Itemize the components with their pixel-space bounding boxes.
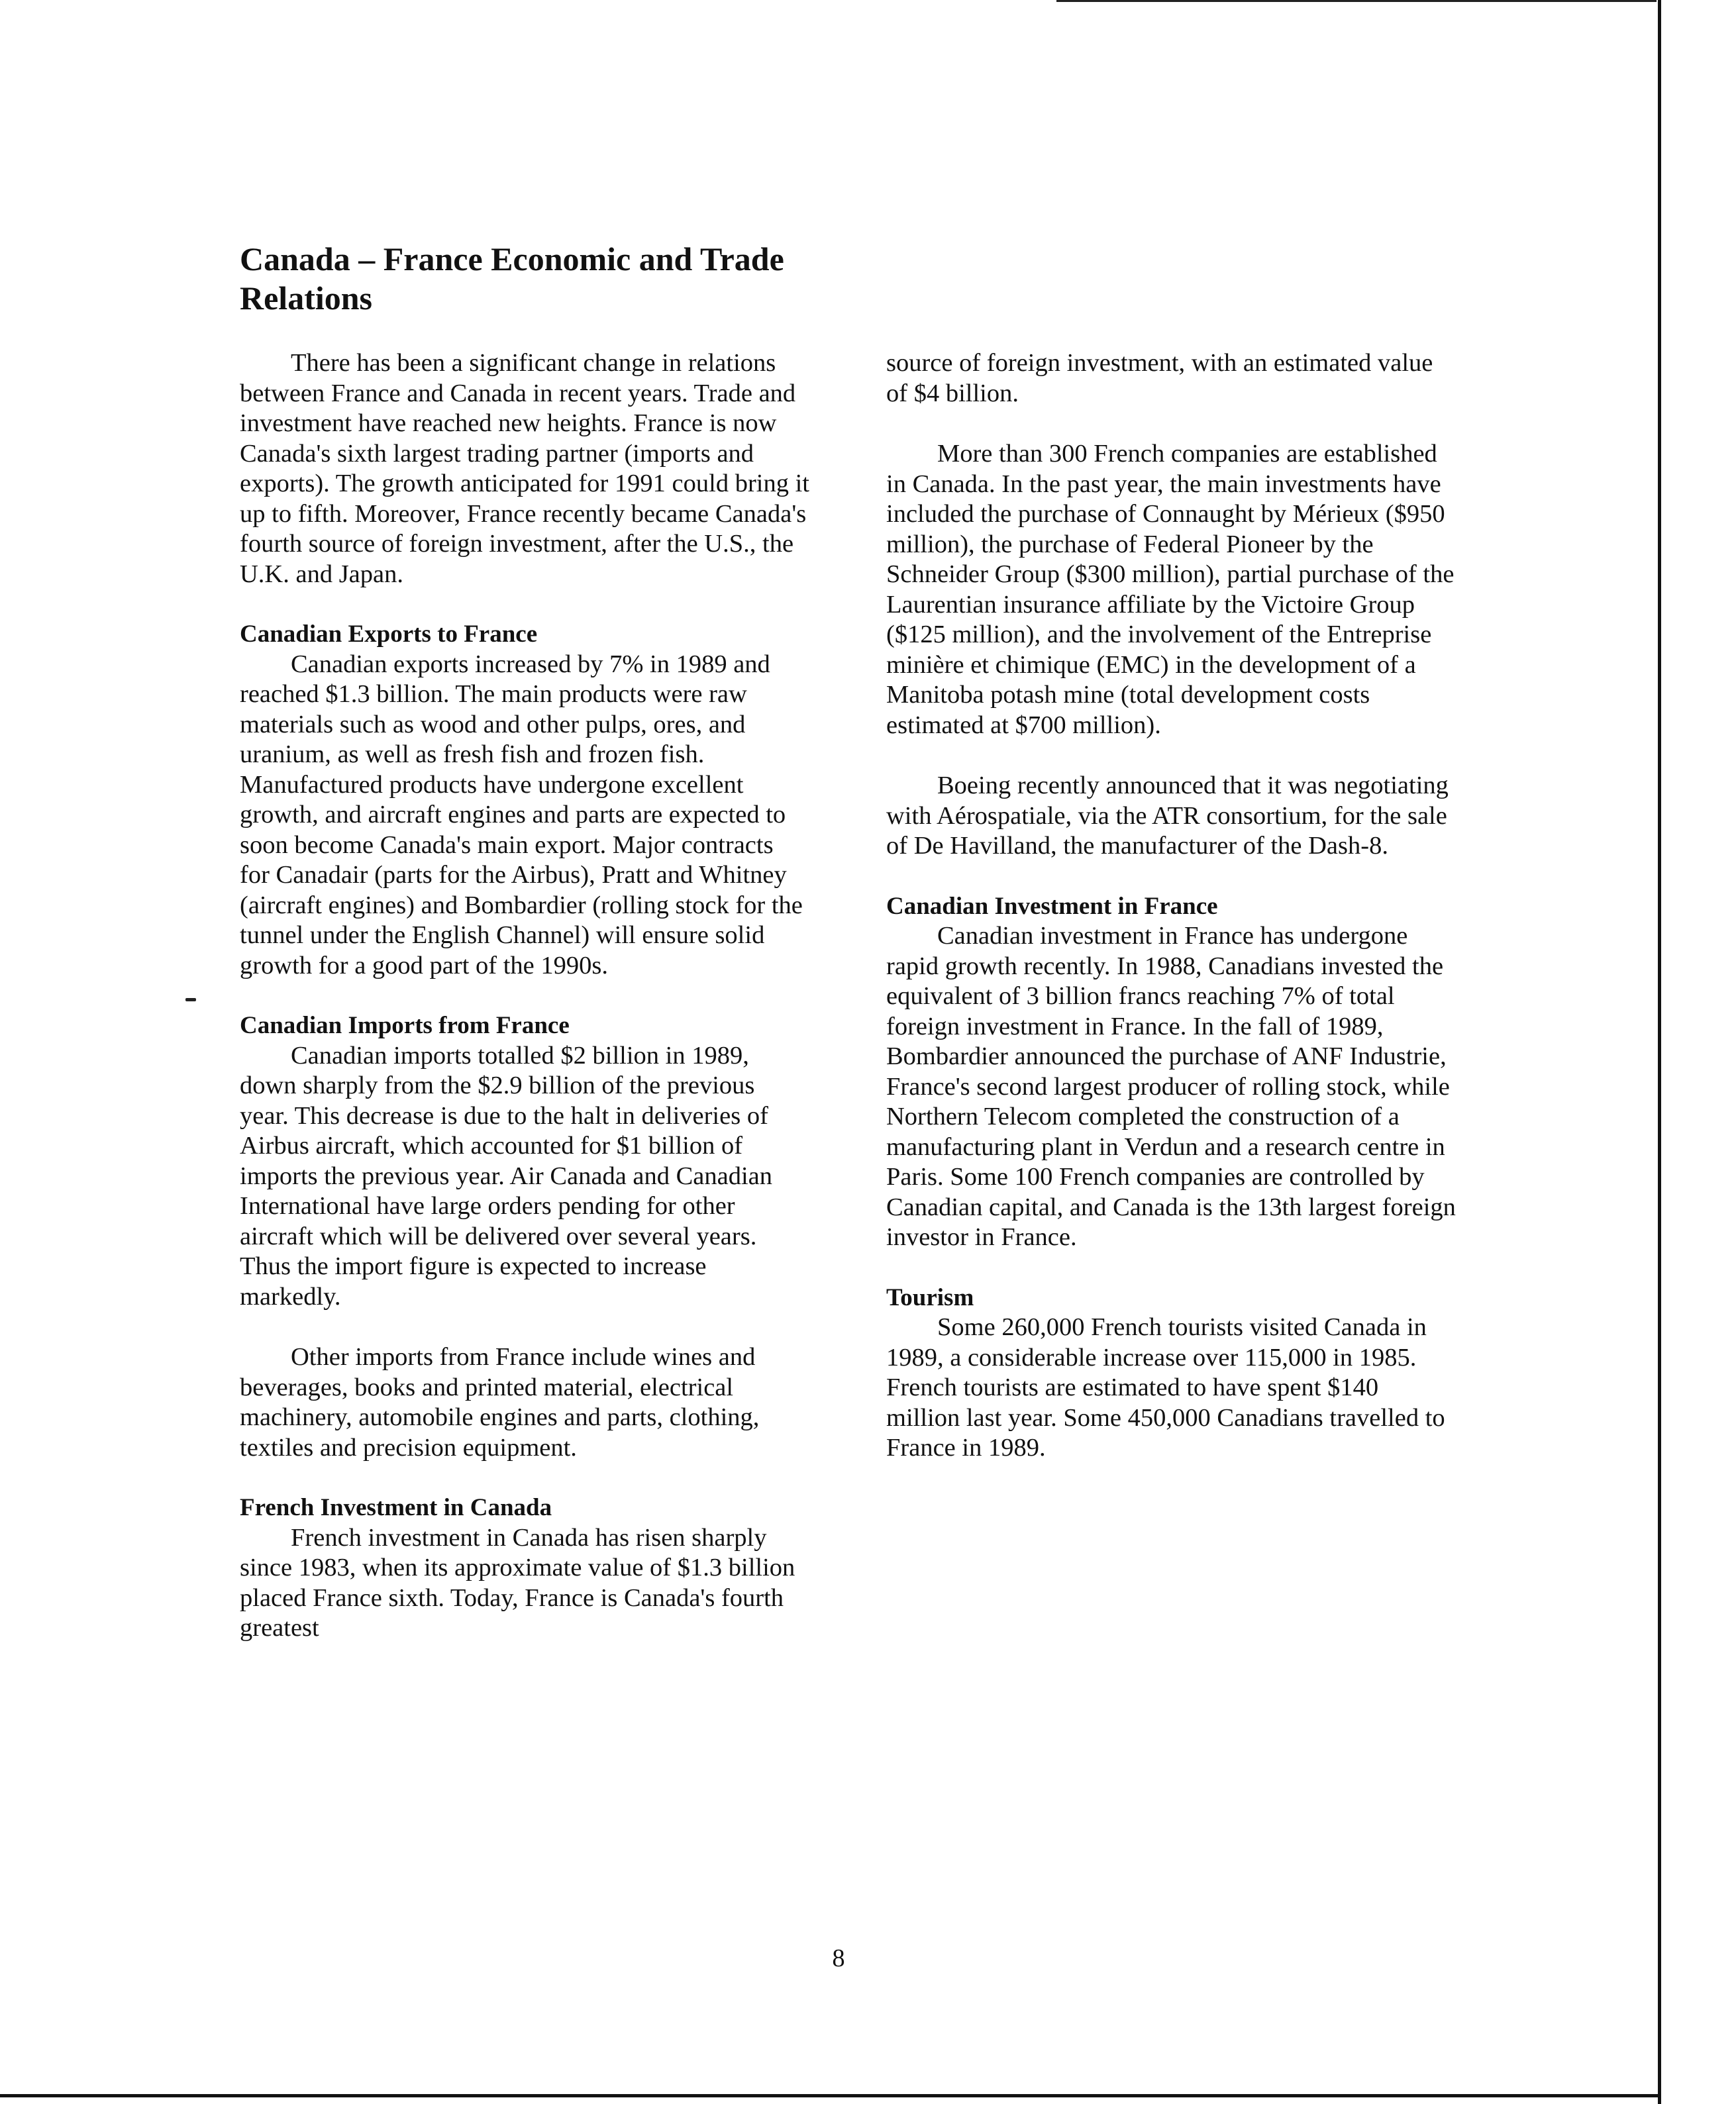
scan-speck xyxy=(185,998,196,1001)
companies-paragraph: More than 300 French companies are established in Canada. In the past year, the main investments have included the purchase of Connaught by Mérieux ($950 million), the purchase of Federal Pioneer by the Schneider Group ($300 million), partial purchase of the Laurentian insurance affiliate by the Victoire Group ($125 million), and the involvement of the Entreprise minière et chimique (EMC) in the development of a Manitoba potash mine (total development costs estimated at $700 million). xyxy=(886,440,1455,739)
french-investment-continued-paragraph: source of foreign investment, with an estimated value of $4 billion. xyxy=(886,349,1433,407)
section-heading-french-investment: French Investment in Canada xyxy=(240,1494,552,1521)
page-title: Canada – France Economic and Trade Relations xyxy=(240,240,784,317)
right-column xyxy=(886,348,1456,1464)
section-heading-tourism: Tourism xyxy=(886,1283,974,1311)
page-number: 8 xyxy=(832,1944,845,1972)
exports-paragraph: Canadian exports increased by 7% in 1989 and reached $1.3 billion. The main products were raw materials such as wood and other pulps, ores, and uranium, as well as fresh fish and frozen fish. Manufactured products have undergone excellent growth, and aircraft engines and parts are expected to soon become Canada's main export. Major contracts for Canadair (parts for the Airbus), Pratt and Whitney (aircraft engines) and Bombardier (rolling stock for the tunnel under the English Channel) will ensure solid growth for a good part of the 1990s. xyxy=(240,650,803,979)
canadian-investment-paragraph: Canadian investment in France has undergone rapid growth recently. In 1988, Canadians invested the equivalent of 3 billion francs reaching 7% of total foreign investment in France. In the fall of 1989, Bombardier announced the purchase of ANF Industrie, France's second largest producer of rolling stock, while Northern Telecom completed the construction of a manufacturing plant in Verdun and a research centre in Paris. Some 100 French companies are controlled by Canadian capital, and Canada is the 13th largest foreign investor in France. xyxy=(886,922,1456,1251)
left-column xyxy=(240,348,809,1644)
scan-edge-top xyxy=(1056,0,1657,2)
boeing-paragraph: Boeing recently announced that it was negotiating with Aérospatiale, via the ATR consortium, for the sale of De Havilland, the manufacturer of the Dash-8. xyxy=(886,772,1449,860)
tourism-paragraph: Some 260,000 French tourists visited Canada in 1989, a considerable increase over 115,000 in 1985. French tourists are estimated to have spent $140 million last year. Some 450,000 Canadians travelled to France in 1989. xyxy=(886,1313,1445,1462)
intro-paragraph: There has been a significant change in relations between France and Canada in recent years. Trade and investment have reached new heights. France is now Canada's sixth largest trading partner (imports and exports). The growth anticipated for 1991 could bring it up to fifth. Moreover, France recently became Canada's fourth source of foreign investment, after the U.S., the U.K. and Japan. xyxy=(240,349,809,588)
section-heading-imports: Canadian Imports from France xyxy=(240,1012,570,1039)
french-investment-paragraph: French investment in Canada has risen sharply since 1983, when its approximate value of $1.3 billion placed France sixth. Today, France is Canada's fourth greatest xyxy=(240,1523,795,1642)
imports-paragraph-2: Other imports from France include wines and beverages, books and printed material, electrical machinery, automobile engines and parts, clothing, textiles and precision equipment. xyxy=(240,1343,760,1462)
section-heading-exports: Canadian Exports to France xyxy=(240,621,538,648)
scan-edge-right xyxy=(1658,0,1661,2104)
section-heading-canadian-investment: Canadian Investment in France xyxy=(886,892,1218,920)
imports-paragraph-1: Canadian imports totalled $2 billion in 1989, down sharply from the $2.9 billion of the previous year. This decrease is due to the halt in deliveries of Airbus aircraft, which accounted for $1 billion of imports the previous year. Air Canada and Canadian International have large orders pending for other aircraft which will be delivered over several years. Thus the import figure is expected to increase markedly. xyxy=(240,1041,773,1311)
scan-edge-bottom xyxy=(0,2094,1659,2097)
